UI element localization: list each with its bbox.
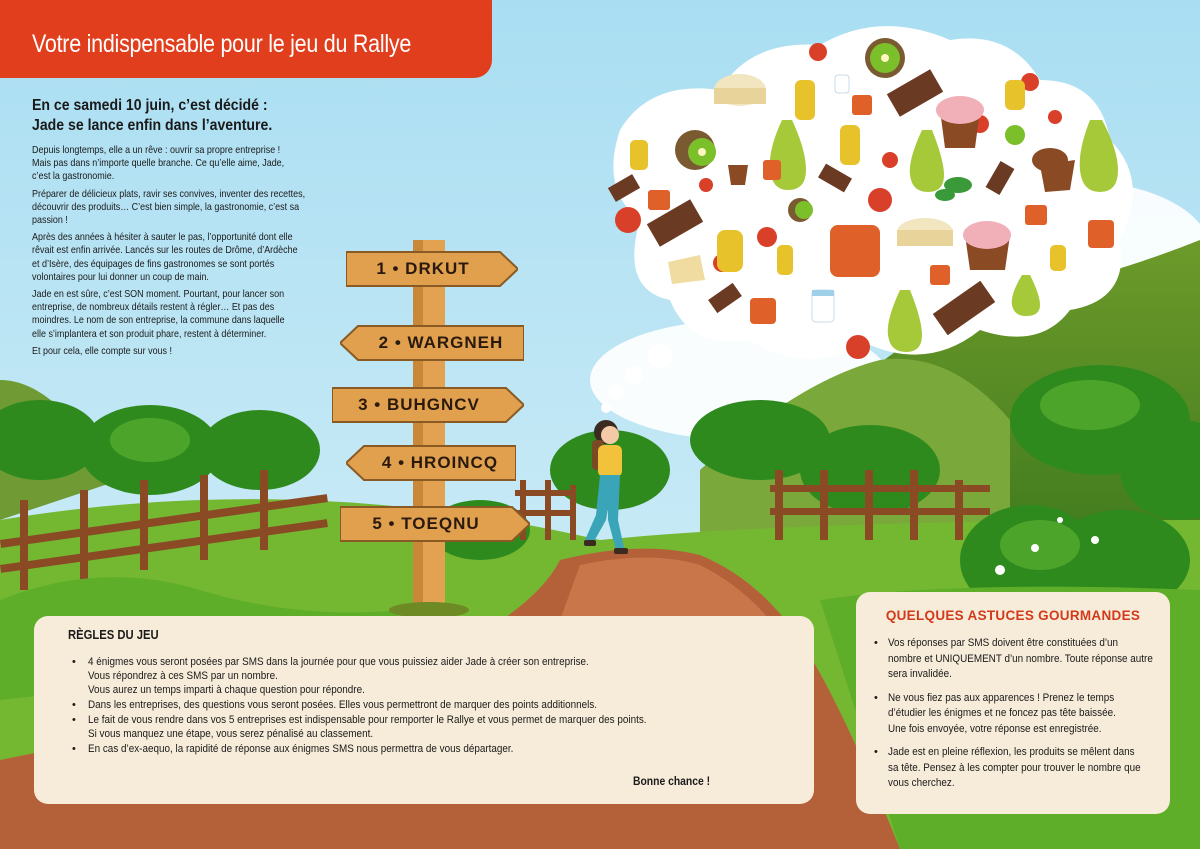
story-line: Préparer de délicieux plats, ravir ses convives, inventer des recettes, [32, 188, 306, 200]
story-heading [32, 96, 349, 136]
page-title: Votre indispensable pour le jeu du Rallye [32, 30, 412, 58]
rules-line: • 4 énigmes vous seront posées par SMS dans la journée pour que vous puissiez aider Jade à créer son entreprise. [88, 656, 589, 668]
sign-label: 5 • TOEQNU [372, 514, 480, 533]
sign-label: 1 • DRKUT [376, 259, 470, 278]
story-heading-line: Jade se lance enfin dans l’aventure. [32, 117, 273, 134]
rules-line: • Dans les entreprises, des questions vous seront posées. Elles vous permettront de marquer des points additionnels. [88, 699, 598, 711]
tips-line: sera invalidée. [888, 668, 952, 680]
signpost-board-2 [340, 324, 524, 362]
yogurt-icon [812, 290, 834, 322]
tips-line: nombre et UNIQUEMENT d’un nombre. Toute réponse autre [888, 652, 1153, 665]
tips-title: QUELQUES ASTUCES GOURMANDES [885, 608, 1141, 623]
signpost-board-4 [346, 444, 516, 482]
cheese-icon [897, 218, 953, 246]
story-line: Mais pas dans n’importe quelle branche. Ce qu’elle aime, Jade, [32, 158, 285, 170]
story-line: Après des années à hésiter à sauter le pas, l’opportunité dont elle [32, 232, 293, 244]
story-line: passion ! [32, 215, 68, 227]
sign-label: 2 • WARGNEH [378, 333, 504, 352]
story-paragraph [32, 144, 345, 184]
story-heading-line: En ce samedi 10 juin, c’est décidé : [32, 97, 268, 114]
rules-line: • En cas d’ex-aequo, la rapidité de réponse aux énigmes SMS nous permettra de vous départager. [88, 743, 514, 755]
story-line: c’est la gastronomie. [32, 171, 115, 183]
tips-line: d’étudier les énigmes et ne foncez pas tête baissée. [888, 707, 1116, 719]
cheese-icon [714, 74, 766, 106]
story-line: entreprise, de nombreux détails restent à régler… Et pas des [32, 302, 275, 314]
rules-title: RÈGLES DU JEU [68, 628, 159, 642]
story-paragraph [32, 345, 345, 358]
tips-line: sa tête. Pensez à les compter pour trouver le nombre que [888, 761, 1141, 774]
tips-line: Une fois envoyée, votre réponse est enregistrée. [888, 722, 1102, 735]
rules-item [64, 742, 764, 756]
rules-item [64, 698, 764, 712]
signpost-board-1 [346, 250, 518, 288]
story-line: Jade en est sûre, c’est SON moment. Pourtant, pour lancer son [32, 289, 285, 301]
story-line: et d’Isère, des équipages de fins gastronomes se sont portés [32, 258, 275, 270]
rules-item [64, 713, 764, 741]
rules-line: Vous répondrez à ces SMS par un nombre. [88, 670, 278, 682]
sign-label: 3 • BUHGNCV [358, 395, 480, 414]
story-line: Et pour cela, elle compte sur vous ! [32, 345, 173, 357]
tips-line: vous cherchez. [888, 777, 955, 789]
rules-line: • Le fait de vous rendre dans vos 5 entreprises est indispensable pour remporter le Rallye et vous permet de marquer des points. [88, 714, 647, 726]
good-luck-text: Bonne chance ! [633, 776, 711, 788]
story-section [32, 96, 354, 362]
story-paragraph [32, 188, 345, 228]
signpost-board-5 [340, 505, 530, 543]
sign-label: 4 • HROINCQ [381, 453, 499, 472]
kiwi-icon [865, 38, 905, 78]
tips-list [872, 636, 1164, 800]
rules-line: Vous aurez un temps imparti à chaque question pour répondre. [88, 684, 365, 696]
rules-list [64, 655, 764, 757]
rules-line: Si vous manquez une étape, vous serez pénalisé au classement. [88, 728, 374, 740]
story-paragraph [32, 288, 345, 341]
tips-line: • Vos réponses par SMS doivent être constituées d’un [888, 637, 1119, 649]
story-line: volontaires pour lui donner un coup de main. [32, 271, 209, 283]
yogurt-icon [835, 75, 849, 93]
tips-line: • Ne vous fiez pas aux apparences ! Prenez le temps [888, 691, 1115, 704]
rules-item [64, 655, 764, 697]
story-line: Depuis longtemps, elle a un rêve : ouvrir sa propre entreprise ! [32, 145, 281, 156]
story-line: moindres. Le nom de son entreprise, la commune dans laquelle [32, 315, 285, 327]
story-line: elle s’implantera et son produit phare, restent à déterminer. [32, 328, 267, 340]
kiwi-icon [1005, 125, 1025, 145]
tips-item [872, 636, 1164, 683]
tips-line: • Jade est en pleine réflexion, les produits se mêlent dans [888, 746, 1135, 758]
story-paragraph [32, 231, 345, 284]
tips-item [872, 691, 1164, 738]
tips-item [872, 745, 1164, 792]
story-line: découvrir des produits… C’est bien simple, la gastronomie, c’est sa [32, 201, 300, 213]
signpost-board-3 [332, 386, 524, 424]
story-line: rêvait est enfin arrivée. Lancés sur les routes de Drôme, d’Ardèche [32, 245, 298, 257]
